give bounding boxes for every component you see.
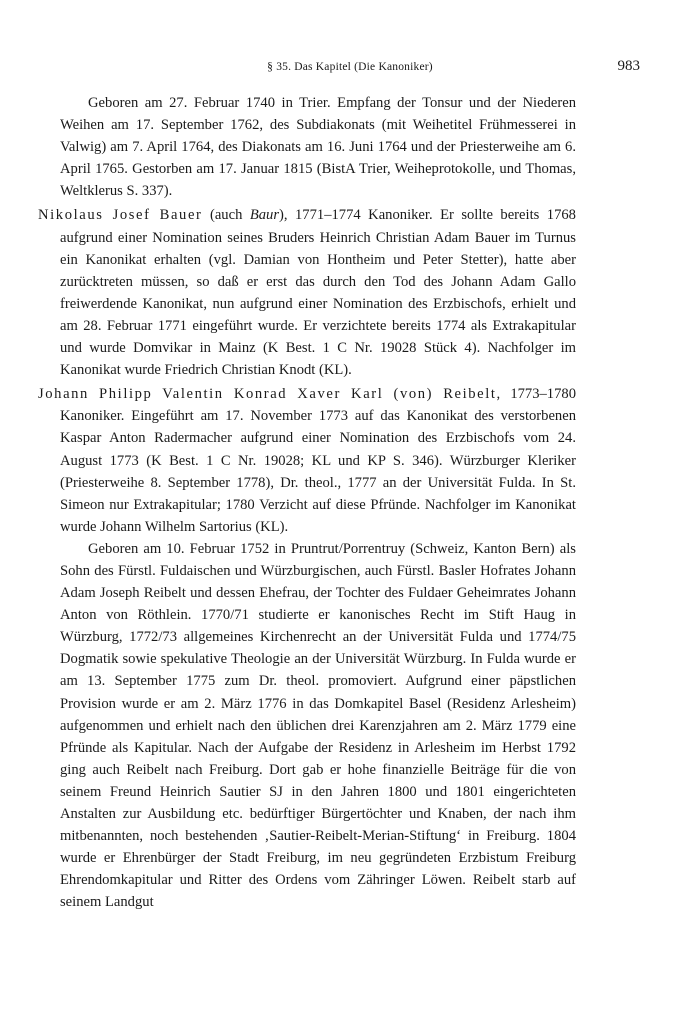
section-title: § 35. Das Kapitel (Die Kanoniker) xyxy=(267,61,433,73)
entry-bauer xyxy=(38,204,576,381)
continuation-paragraph: Geboren am 27. Februar 1740 in Trier. Empfang der Tonsur und der Niederen Weihen am 17. September 1762, des Subdiakonats (mit Weihetitel Frühmesserei in Valwig) am 7. April 1764, des Diakonats am 16. Juni 1764 und der Priesterweihe am 6. April 1765. Gestorben am 17. Januar 1815 (BistA Trier, Weiheprotokolle, und Thomas, Weltklerus S. 337). xyxy=(60,95,576,200)
entry-text: ), 1771–1774 Kanoniker. Er sollte bereits 1768 aufgrund einer Nomination seines Bruders Heinrich Christian Adam Bauer im Turnus ein Kanonikat erhalten (vgl. Damian von Hontheim und Peter Stetter), hatte aber zurücktreten müssen, so daß er erst das durch den Tod des Johann Adam Gallo freiwerdende Kanonikat, nun aufgrund einer Nomination des Erzbischofs, erhielt und am 28. Februar 1771 eingeführt wurde. Er verzichtete bereits 1774 als Extrakapitular und wurde Domvikar in Mainz (K Best. 1 C Nr. 19028 Stück 4). Nachfolger im Kanonikat wurde Friedrich Christian Knodt (KL). xyxy=(60,207,576,379)
biography-paragraph: Geboren am 10. Februar 1752 in Pruntrut/Porrentruy (Schweiz, Kanton Bern) als Sohn des Fürstl. Fuldaischen und Würzburgischen, auch Fürstl. Basler Hofrates Johann Adam Joseph Reibelt und dessen Ehefrau, der Tochter des Fuldaer Geheimrates Johann Anton von Röthlein. 1770/71 studierte er kanonisches Recht im Stift Haug in Würzburg, 1772/73 allgemeines Kirchenrecht an der Universität Fulda und 1774/75 Dogmatik sowie spekulative Theologie an der Universität Würzburg. In Fulda wurde er am 13. September 1775 zum Dr. theol. promoviert. Aufgrund einer päpstlichen Provision wurde er am 2. März 1776 in das Domkapitel Basel (Residenz Arlesheim) aufgenommen und erhielt nach den üblichen drei Karenzjahren am 2. März 1779 eine Pfründe als Kapitular. Nach der Aufgabe der Residenz in Arlesheim im Herbst 1792 ging auch Reibelt nach Freiburg. Dort gab er hohe finanzielle Beiträge für die von seinem Freund Heinrich Sautier SJ in den Jahren 1800 und 1801 eingerichteten Anstalten zur Ausbildung etc. bedürftiger Bürgertöchter und Knaben, der nach ihm mitbenannten, noch bestehenden ‚Sautier-Reibelt-Merian-Stiftung‘ in Freiburg. 1804 wurde er Ehrenbürger der Stadt Freiburg, im neu gegründeten Erzbistum Freiburg Ehrendomkapitular und Ritter des Ordens vom Zähringer Löwen. Reibelt starb auf seinem Landgut xyxy=(60,540,576,911)
entry-reibelt xyxy=(38,383,576,538)
running-header xyxy=(40,58,660,78)
page-number: 983 xyxy=(617,58,640,74)
entry-name: Nikolaus Josef Bauer xyxy=(38,207,203,224)
entry-text: 1773–1780 Kanoniker. Eingeführt am 17. November 1773 auf das Kanonikat des verstorbenen Kaspar Anton Radermacher aufgrund einer Nomination des Erzbischofs vom 24. August 1773 (K Best. 1 C Nr. 19028; KL und KP S. 346). Würzburger Kleriker (Priesterweihe 8. September 1778), Dr. theol., 1777 an der Universität Fulda. In St. Simeon nur Extrakapitular; 1780 Verzicht auf diese Pfründe. Nachfolger im Kanonikat wurde Johann Wilhelm Sartorius (KL). xyxy=(60,386,576,535)
body-text xyxy=(38,92,576,913)
name-aside: (auch xyxy=(202,207,250,224)
name-variant: Baur xyxy=(249,207,280,224)
entry-name: Johann Philipp Valentin Konrad Xaver Karl (von) Reibelt, xyxy=(38,386,502,403)
